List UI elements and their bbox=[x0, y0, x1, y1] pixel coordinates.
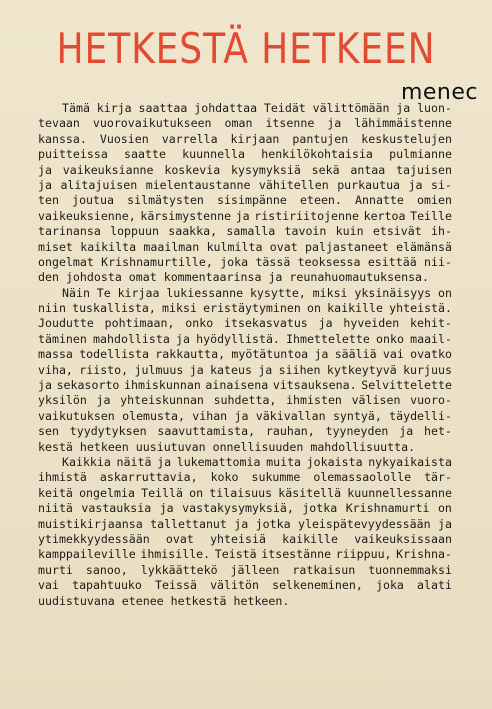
blurb-text bbox=[38, 101, 452, 609]
text-line: ja alitajuisen mielentaustanne vähitellen purkautua ja si- bbox=[38, 177, 452, 192]
text-line: ja vaikeuksianne koskevia kysymyksiä sekä antaa tajuisen bbox=[38, 162, 452, 177]
text-line: murti sanoo, lykkäättekö jälleen ratkaisun tuonnemmaksi bbox=[38, 562, 452, 577]
watermark-text: menec bbox=[400, 80, 478, 105]
text-line: tarinansa loppuun saakka, samalla tavoin kuin etsivät ih- bbox=[38, 224, 452, 239]
text-line: Näin Te kirjaa lukiessanne kysytte, miksi yksinäisyys on bbox=[62, 285, 452, 300]
text-line: uudistuvana etenee hetkestä hetkeen. bbox=[38, 593, 290, 608]
paragraph bbox=[38, 101, 452, 286]
text-line: viha, riisto, julmuus ja kateus ja siihen kytkeytyvä kurjuus bbox=[38, 362, 452, 377]
paragraph bbox=[38, 455, 452, 609]
text-line: täminen mahdollista ja hyödyllistä. Ihmettelette onko maail- bbox=[38, 331, 452, 346]
text-line: ja sekasorto ihmiskunnan ainaisena vitsauksena. Selvittelette bbox=[38, 378, 452, 393]
text-line: Joudutte pohtimaan, onko itsekasvatus ja hyveiden kehit- bbox=[38, 316, 452, 331]
text-line: keitä ongelmia Teillä on tilaisuus käsitellä kuunnellessanne bbox=[38, 485, 452, 500]
text-line: kamppaileville ihmisille. Teistä itsestänne riippuu, Krishna- bbox=[38, 547, 452, 562]
cover-title: HETKESTÄ HETKEEN bbox=[56, 24, 436, 73]
text-line: puitteissa saatte kuunnella henkilökohtaisia pulmianne bbox=[38, 147, 452, 162]
text-line: muistikirjaansa tallettanut ja jotka yleispätevyydessään ja bbox=[38, 516, 452, 531]
text-line: vai tapahtuuko Teissä välitön selkeneminen, joka alati bbox=[38, 578, 452, 593]
text-line: ten joutua silmätysten sisimpänne eteen. Annatte omien bbox=[38, 193, 452, 208]
text-line: vaikeuksienne, kärsimystenne ja ristiriitojenne kertoa Teille bbox=[38, 208, 452, 223]
text-line: ihmistä askarruttavia, koko sukumme olemassaololle tär- bbox=[38, 470, 452, 485]
paragraph bbox=[38, 286, 452, 455]
text-line: niin tuskallista, miksi eristäytyminen on kaikille yhteistä. bbox=[38, 301, 452, 316]
text-line: Tämä kirja saattaa johdattaa Teidät välittömään ja luon- bbox=[62, 101, 452, 115]
text-line: ongelmat Krishnamurtille, joka tässä teoksessa esittää nii- bbox=[38, 254, 452, 269]
text-line: yksilön ja yhteiskunnan suhdetta, ihmisten välisen vuoro- bbox=[38, 393, 452, 408]
text-line: sen tyydytyksen saavuttamista, rauhan, tyyneyden ja het- bbox=[38, 424, 452, 439]
text-line: den johdosta omat kommentaarinsa ja reunahuomautuksensa. bbox=[38, 270, 430, 285]
text-line: kestä hetkeen uusiutuvan onnellisuuden mahdollisuutta. bbox=[38, 439, 416, 454]
text-line: miset kaikilta maailman kulmilta ovat paljastaneet elämänsä bbox=[38, 239, 452, 254]
text-line: tevaan vuorovaikutukseen oman itsenne ja lähimmäistenne bbox=[38, 116, 452, 131]
text-line: Kaikkia näitä ja lukemattomia muita jokaista nykyaikaista bbox=[62, 454, 452, 469]
text-line: niitä vastauksia ja vastakysymyksiä, jotka Krishnamurti on bbox=[38, 501, 452, 516]
text-line: vaikutuksen olemusta, vihan ja väkivallan syntyä, täydelli- bbox=[38, 408, 452, 423]
text-line: kanssa. Vuosien varrella kirjaan pantujen keskustelujen bbox=[38, 131, 452, 146]
text-line: ytimekkyydessään ovat yhteisiä kaikille vaikeuksissaan bbox=[38, 531, 452, 546]
text-line: massa todellista rakkautta, myötätuntoa ja sääliä vai ovatko bbox=[38, 347, 452, 362]
